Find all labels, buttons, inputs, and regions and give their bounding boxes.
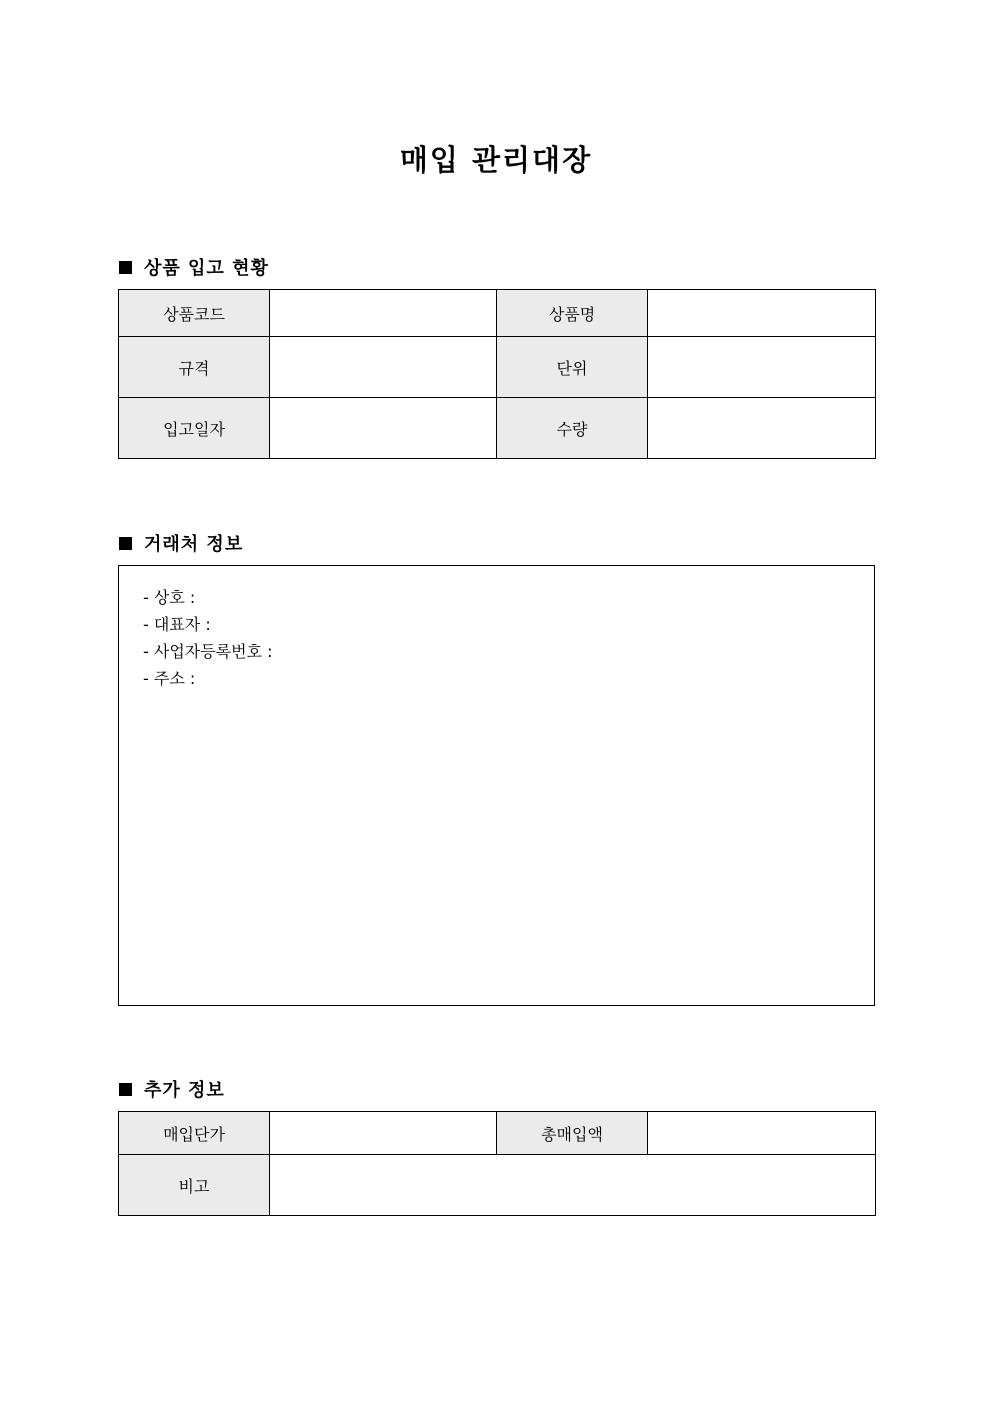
section-title: 추가 정보: [144, 1080, 225, 1101]
square-bullet-icon: [119, 261, 132, 274]
label-product-name: 상품명: [497, 290, 648, 337]
label-remarks: 비고: [119, 1155, 270, 1216]
vendor-info-box[interactable]: [118, 565, 875, 1006]
label-total-amount: 총매입액: [497, 1112, 648, 1155]
table-row: [119, 1155, 876, 1216]
vendor-address: - 주소 :: [143, 669, 196, 688]
section-title: 상품 입고 현황: [144, 258, 269, 279]
label-unit: 단위: [497, 337, 648, 398]
section-heading-extra: [119, 1076, 225, 1102]
field-quantity[interactable]: [648, 398, 876, 459]
field-remarks[interactable]: [270, 1155, 876, 1216]
vendor-registration-number: - 사업자등록번호 :: [143, 642, 273, 661]
square-bullet-icon: [119, 537, 132, 550]
label-receipt-date: 입고일자: [119, 398, 270, 459]
section-title: 거래처 정보: [144, 534, 244, 555]
vendor-info-list: [119, 566, 874, 692]
field-unit[interactable]: [648, 337, 876, 398]
section-heading-vendor: [119, 530, 243, 556]
label-product-code: 상품코드: [119, 290, 270, 337]
vendor-representative: - 대표자 :: [143, 615, 211, 634]
extra-table: [118, 1111, 876, 1216]
field-product-name[interactable]: [648, 290, 876, 337]
label-unit-price: 매입단가: [119, 1112, 270, 1155]
field-receipt-date[interactable]: [270, 398, 497, 459]
field-unit-price[interactable]: [270, 1112, 497, 1155]
field-total-amount[interactable]: [648, 1112, 876, 1155]
product-table: [118, 289, 876, 459]
square-bullet-icon: [119, 1083, 132, 1096]
vendor-business-name: - 상호 :: [143, 588, 196, 607]
table-row: [119, 290, 876, 337]
field-spec[interactable]: [270, 337, 497, 398]
label-spec: 규격: [119, 337, 270, 398]
table-row: [119, 1112, 876, 1155]
document-title: 매입 관리대장: [399, 143, 593, 177]
field-product-code[interactable]: [270, 290, 497, 337]
table-row: [119, 398, 876, 459]
section-heading-product: [119, 254, 269, 280]
label-quantity: 수량: [497, 398, 648, 459]
table-row: [119, 337, 876, 398]
